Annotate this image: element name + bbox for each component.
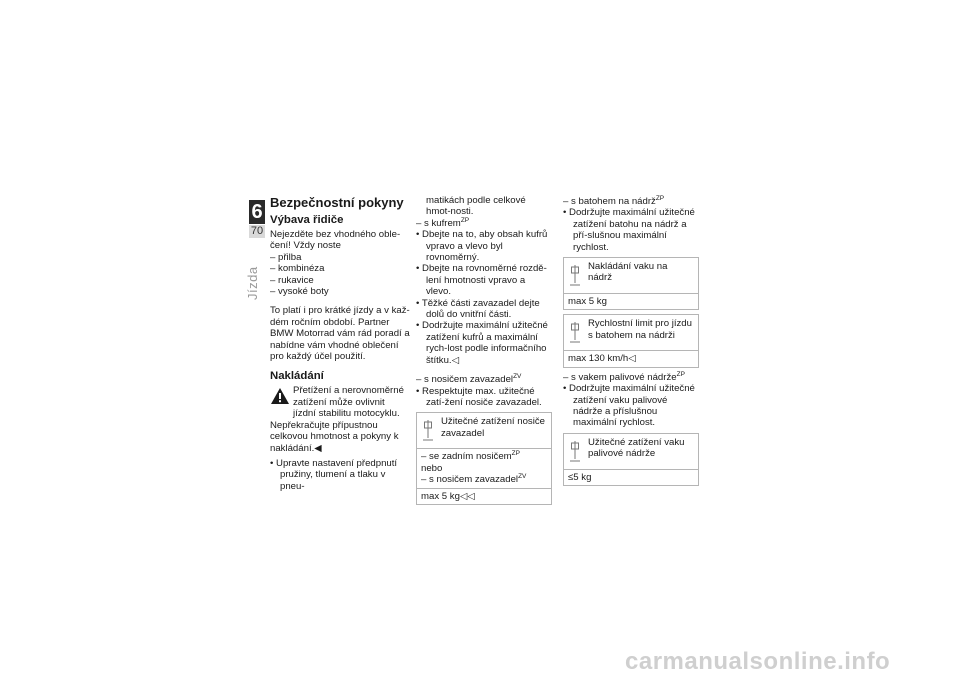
list-item: – kombinéza — [270, 263, 325, 275]
paragraph: To platí i pro krátké jízdy a v kaž-dém ročním období. Partner BMW Motorrad vám rád poradí a nabídne vám vhodné oblečení pro každý účel použití. — [270, 305, 410, 363]
spec-title: Užitečné zatížení vaku palivové nádrže — [588, 436, 685, 460]
bullet-item: • Dbejte na to, aby obsah kufrů vpravo a vlevo byl rovnoměrný. — [416, 229, 548, 264]
spec-title: Nakládání vaku na nádrž — [588, 261, 668, 284]
spec-title: Užitečné zatížení nosiče zavazadel — [441, 416, 545, 439]
end-marker: ◀ — [314, 442, 322, 454]
chapter-number: 6 — [249, 200, 265, 224]
speed-info-icon — [568, 320, 582, 344]
bullet-item: • Dodržujte maximální užitečné zatížení kufrů a maximální rych-lost podle informačního štítku.◁ — [416, 320, 548, 366]
list-item: – rukavice — [270, 274, 314, 286]
dash-item: – s nosičem zavazadel$^{ZV}$ — [416, 373, 522, 386]
bullet-item: • Dodržujte maximální užitečné zatížení vaku palivové nádrže a příslušnou maximální rychlost. — [563, 383, 695, 429]
warning-triangle-icon — [270, 387, 290, 405]
spec-value: max 5 kg — [564, 293, 698, 309]
dash-item: – s kufrem$^{ZP}$ — [416, 216, 470, 229]
bullet-continuation: matikách podle celkové hmot-nosti. — [426, 195, 526, 218]
spec-value: max 130 km/h◁ — [564, 350, 698, 366]
warning-text: Přetížení a nerovnoměrné zatížení může ovlivnit jízdní stabilitu motocyklu. — [293, 385, 404, 420]
spec-box — [563, 314, 699, 367]
intro-text: Nejezděte bez vhodného oble-čení! Vždy noste — [270, 229, 401, 252]
subheading-rider-equipment: Výbava řidiče — [270, 214, 344, 226]
column-3 — [563, 196, 699, 486]
warning-block — [270, 385, 410, 419]
spec-value: max 5 kg◁◁ — [417, 488, 551, 504]
column-1 — [270, 195, 410, 492]
load-info-icon — [568, 263, 582, 287]
spec-box — [563, 257, 699, 310]
dash-item: – s vakem palivové nádrže$^{ZP}$ — [563, 370, 685, 383]
side-title-text: Jízda — [245, 266, 260, 300]
bullet-item: • Respektujte max. užitečné zatí-žení nosiče zavazadel. — [416, 385, 542, 408]
chapter-side-title — [238, 248, 268, 308]
section-heading: Bezpečnostní pokyny — [270, 195, 404, 210]
bullet-item: • Těžké části zavazadel dejte dolů do vnitřní části. — [416, 297, 540, 321]
subheading-loading: Nakládání — [270, 370, 324, 383]
spec-value: ≤5 kg — [564, 469, 698, 485]
warning-continuation: Nepřekračujte přípustnou celkovou hmotnost a pokyny k nakládání.◀ — [270, 419, 399, 454]
page-number: 70 — [250, 225, 264, 237]
spec-box — [563, 433, 699, 486]
load-info-icon — [421, 418, 435, 442]
list-item: – přilba — [270, 251, 302, 263]
watermark: carmanualsonline.info — [625, 648, 891, 675]
column-2 — [416, 195, 552, 505]
bullet-item: • Dbejte na rovnoměrné rozdě-lení hmotnosti vpravo a vlevo. — [416, 263, 547, 298]
bullet-item: • Upravte nastavení předpnutí pružiny, tlumení a tlaku v pneu- — [270, 457, 398, 492]
load-info-icon — [568, 439, 582, 463]
dash-item: – s batohem na nádrž$^{ZP}$ — [563, 195, 665, 207]
bullet-item: • Dodržujte maximální užitečné zatížení batohu na nádrž a pří-slušnou maximální rychlost. — [563, 207, 695, 253]
spec-title: Rychlostní limit pro jízdu s batohem na nádrži — [588, 318, 692, 341]
list-item: – vysoké boty — [270, 286, 329, 298]
spec-conditions: – se zadním nosičem$^{ZP}$ nebo – s nosičem zavazadel$^{ZV}$ — [417, 448, 551, 487]
spec-box — [416, 412, 552, 505]
